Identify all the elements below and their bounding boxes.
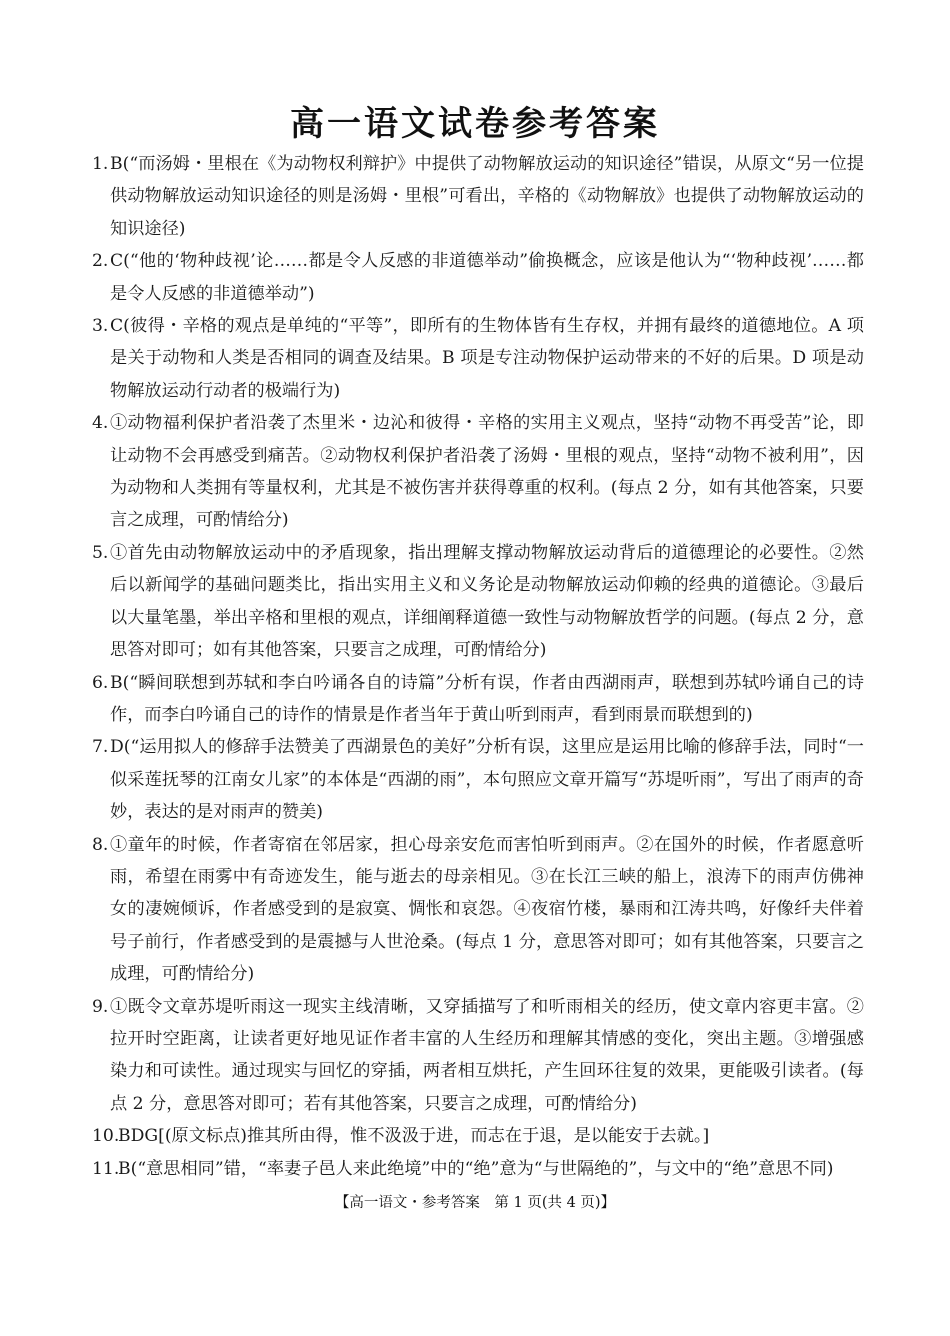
answer-text: D(“运用拟人的修辞手法赞美了西湖景色的美好”分析有误，这里应是运用比喻的修辞手法，同时“一似采莲抚琴的江南女儿家”的本体是“西湖的雨”，本句照应文章开篇写“苏堤听雨”，写出了雨声的奇妙，表达的是对雨声的赞美) [110, 737, 864, 823]
answer-number: 9. [92, 996, 109, 1017]
answer-item-5 [92, 537, 864, 667]
page-title: 高一语文试卷参考答案 [290, 104, 660, 144]
answer-text: ①首先由动物解放运动中的矛盾现象，指出理解支撑动物解放运动背后的道德理论的必要性。②然后以新闻学的基础问题类比，指出实用主义和义务论是动物解放运动仰赖的经典的道德论。③最后以大量笔墨，举出辛格和里根的观点，详细阐释道德一致性与动物解放哲学的问题。(每点 2 分，意思答对即可；如有其他答案，只要言之成理，可酌情给分) [110, 542, 864, 661]
answer-item-8 [92, 829, 864, 991]
answer-number: 8. [92, 834, 109, 855]
answer-item-6 [92, 667, 864, 732]
answer-text: C(彼得・辛格的观点是单纯的“平等”，即所有的生物体皆有生存权，并拥有最终的道德地位。A 项是关于动物和人类是否相同的调查及结果。B 项是专注动物保护运动带来的不好的后果。D 项是动物解放运动行动者的极端行为) [110, 316, 864, 401]
answer-item-1 [92, 148, 864, 245]
answer-text: ①童年的时候，作者寄宿在邻居家，担心母亲安危而害怕听到雨声。②在国外的时候，作者愿意听雨，希望在雨雾中有奇迹发生，能与逝去的母亲相见。③在长江三峡的船上，浪涛下的雨声仿佛神女的凄婉倾诉，作者感受到的是寂寞、惆怅和哀怨。④夜宿竹楼，暴雨和江涛共鸣，好像纤夫伴着号子前行，作者感受到的是震撼与人世沧桑。(每点 1 分，意思答对即可；如有其他答案，只要言之成理，可酌情给分) [110, 834, 864, 985]
answer-number: 7. [92, 737, 109, 758]
answer-item-10 [92, 1120, 864, 1152]
answer-item-11 [92, 1153, 864, 1185]
answer-text: ①动物福利保护者沿袭了杰里米・边沁和彼得・辛格的实用主义观点，坚持“动物不再受苦”论，即让动物不会再感受到痛苦。②动物权利保护者沿袭了汤姆・里根的观点，坚持“动物不被利用”，因为动物和人类拥有等量权利，尤其是不被伤害并获得尊重的权利。(每点 2 分，如有其他答案，只要言之成理，可酌情给分) [110, 413, 864, 531]
answer-number: 10. [92, 1126, 120, 1147]
answer-text: B(“意思相同”错，“率妻子邑人来此绝境”中的“绝”意为“与世隔绝的”，与文中的“绝”意思不同) [118, 1158, 834, 1179]
answer-number: 2. [92, 251, 109, 272]
answer-text: C(“他的‘物种歧视’论……都是令人反感的非道德举动”偷换概念，应该是他认为“‘物种歧视’……都是令人反感的非道德举动”) [110, 251, 864, 304]
answer-item-2 [92, 245, 864, 310]
page-footer: 【高一语文・参考答案 第 1 页(共 4 页)】 [334, 1195, 616, 1211]
answer-number: 1. [92, 154, 109, 174]
answer-text: B(“瞬间联想到苏轼和李白吟诵各自的诗篇”分析有误，作者由西湖雨声，联想到苏轼吟诵自己的诗作，而李白吟诵自己的诗作的情景是作者当年于黄山听到雨声，看到雨景而联想到的) [110, 672, 864, 725]
answer-text: B(“而汤姆・里根在《为动物权利辩护》中提供了动物解放运动的知识途径”错误，从原文“另一位提供动物解放运动知识途径的则是汤姆・里根”可看出，辛格的《动物解放》也提供了动物解放运动的知识途径) [110, 154, 864, 239]
answer-number: 6. [92, 672, 109, 693]
answer-text: ①既令文章苏堤听雨这一现实主线清晰，又穿插描写了和听雨相关的经历，使文章内容更丰富。②拉开时空距离，让读者更好地见证作者丰富的人生经历和理解其情感的变化，突出主题。③增强感染力和可读性。通过现实与回忆的穿插，两者相互烘托，产生回环往复的效果，更能吸引读者。(每点 2 分，意思答对即可；若有其他答案，只要言之成理，可酌情给分) [110, 996, 864, 1114]
answer-number: 3. [92, 316, 109, 337]
answer-number: 11. [92, 1158, 120, 1179]
answer-number: 5. [92, 542, 109, 563]
answer-list [92, 148, 864, 1185]
answer-item-3 [92, 310, 864, 407]
answer-number: 4. [92, 413, 109, 434]
answer-item-7 [92, 731, 864, 828]
answer-item-4 [92, 407, 864, 537]
answer-text: BDG[(原文标点)推其所由得，惟不汲汲于进，而志在于退，是以能安于去就。] [118, 1126, 710, 1147]
answer-item-9 [92, 991, 864, 1121]
